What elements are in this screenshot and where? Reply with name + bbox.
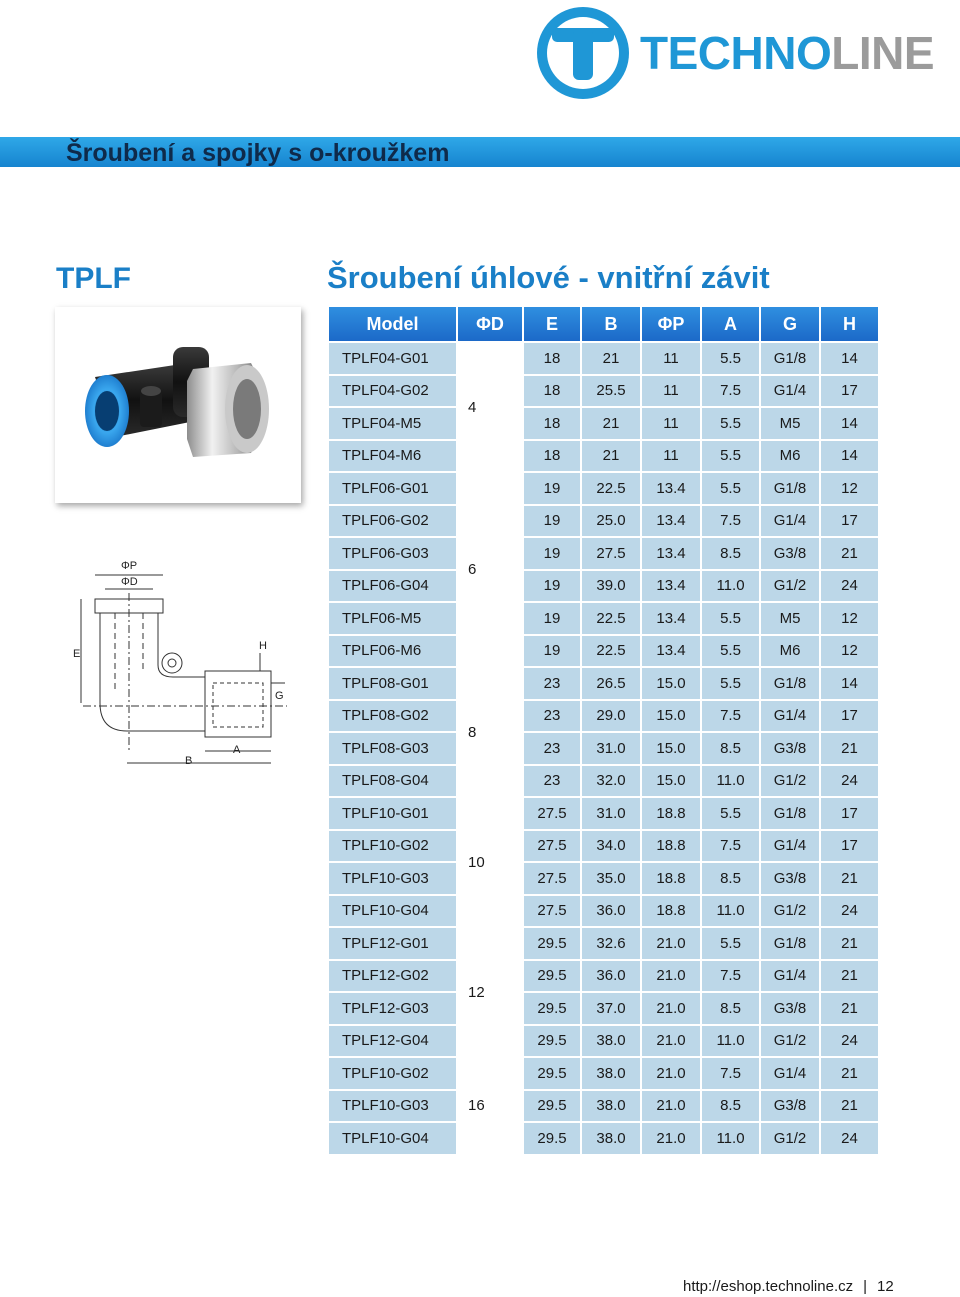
header-phi-d: ΦD (458, 307, 522, 341)
label-g: G (275, 690, 284, 702)
label-h: H (259, 640, 267, 652)
cell-a: 8.5 (702, 993, 759, 1024)
product-title: Šroubení úhlové - vnitřní závit (327, 260, 770, 295)
cell-e: 19 (524, 636, 580, 667)
table-row (329, 928, 878, 959)
cell-b: 38.0 (582, 1026, 640, 1057)
cell-e: 29.5 (524, 993, 580, 1024)
cell-h: 12 (821, 636, 878, 667)
cell-e: 18 (524, 376, 580, 407)
cell-model: TPLF04-M5 (329, 408, 456, 439)
cell-phi-d: 8 (458, 668, 522, 796)
cell-h: 21 (821, 928, 878, 959)
cell-phi-d: 10 (458, 798, 522, 926)
cell-model: TPLF06-G04 (329, 571, 456, 602)
label-b: B (185, 755, 193, 767)
cell-a: 5.5 (702, 603, 759, 634)
header-a: A (702, 307, 759, 341)
table-row (329, 733, 878, 764)
cell-model: TPLF10-G02 (329, 831, 456, 862)
cell-b: 37.0 (582, 993, 640, 1024)
cell-a: 7.5 (702, 831, 759, 862)
brand-word-techno: TECHNO (640, 27, 832, 79)
cell-g: G3/8 (761, 1091, 819, 1122)
cell-phi-p: 11 (642, 441, 700, 472)
cell-b: 31.0 (582, 733, 640, 764)
cell-e: 19 (524, 571, 580, 602)
table-row (329, 1058, 878, 1089)
cell-b: 22.5 (582, 603, 640, 634)
table-row (329, 863, 878, 894)
technical-drawing (55, 553, 315, 775)
cell-g: G1/8 (761, 928, 819, 959)
cell-b: 39.0 (582, 571, 640, 602)
table-row (329, 961, 878, 992)
cell-h: 21 (821, 733, 878, 764)
cell-e: 29.5 (524, 961, 580, 992)
cell-g: G3/8 (761, 993, 819, 1024)
cell-g: G1/8 (761, 343, 819, 374)
label-phi-p: ΦP (121, 560, 138, 572)
cell-h: 12 (821, 603, 878, 634)
technoline-logo-icon (536, 6, 630, 100)
brand-word-line: LINE (831, 27, 935, 79)
cell-g: G1/2 (761, 766, 819, 797)
cell-b: 21 (582, 343, 640, 374)
cell-model: TPLF04-M6 (329, 441, 456, 472)
cell-a: 7.5 (702, 1058, 759, 1089)
page-footer (683, 1278, 894, 1295)
cell-a: 5.5 (702, 343, 759, 374)
cell-a: 5.5 (702, 928, 759, 959)
cell-e: 27.5 (524, 798, 580, 829)
cell-e: 19 (524, 538, 580, 569)
cell-a: 5.5 (702, 798, 759, 829)
cell-model: TPLF04-G02 (329, 376, 456, 407)
cell-g: G3/8 (761, 863, 819, 894)
cell-b: 36.0 (582, 961, 640, 992)
cell-phi-p: 21.0 (642, 1091, 700, 1122)
cell-e: 19 (524, 603, 580, 634)
cell-h: 17 (821, 506, 878, 537)
cell-phi-p: 18.8 (642, 831, 700, 862)
header-g: G (761, 307, 819, 341)
cell-e: 19 (524, 506, 580, 537)
cell-a: 7.5 (702, 701, 759, 732)
cell-g: G1/4 (761, 961, 819, 992)
cell-a: 7.5 (702, 506, 759, 537)
cell-h: 14 (821, 408, 878, 439)
cell-a: 5.5 (702, 636, 759, 667)
cell-g: M6 (761, 636, 819, 667)
cell-g: G3/8 (761, 733, 819, 764)
cell-phi-p: 21.0 (642, 1026, 700, 1057)
table-row (329, 896, 878, 927)
cell-h: 14 (821, 343, 878, 374)
cell-phi-p: 18.8 (642, 863, 700, 894)
table-row (329, 473, 878, 504)
cell-model: TPLF06-M6 (329, 636, 456, 667)
label-e: E (73, 648, 81, 660)
table-row (329, 831, 878, 862)
cell-h: 17 (821, 376, 878, 407)
cell-h: 14 (821, 668, 878, 699)
cell-g: G1/4 (761, 1058, 819, 1089)
table-row (329, 1026, 878, 1057)
cell-model: TPLF12-G02 (329, 961, 456, 992)
cell-a: 5.5 (702, 441, 759, 472)
cell-a: 8.5 (702, 863, 759, 894)
cell-g: G1/8 (761, 798, 819, 829)
table-row (329, 538, 878, 569)
table-row (329, 701, 878, 732)
cell-g: M6 (761, 441, 819, 472)
cell-model: TPLF10-G04 (329, 1123, 456, 1154)
table-row (329, 1091, 878, 1122)
cell-h: 24 (821, 1123, 878, 1154)
cell-b: 32.0 (582, 766, 640, 797)
cell-a: 11.0 (702, 571, 759, 602)
cell-e: 27.5 (524, 896, 580, 927)
cell-model: TPLF06-M5 (329, 603, 456, 634)
header-model: Model (329, 307, 456, 341)
table-row (329, 343, 878, 374)
cell-b: 38.0 (582, 1058, 640, 1089)
cell-phi-p: 15.0 (642, 701, 700, 732)
cell-b: 35.0 (582, 863, 640, 894)
cell-model: TPLF06-G02 (329, 506, 456, 537)
cell-phi-p: 21.0 (642, 1123, 700, 1154)
cell-b: 26.5 (582, 668, 640, 699)
cell-phi-p: 13.4 (642, 603, 700, 634)
label-phi-d: ΦD (121, 576, 138, 588)
cell-a: 11.0 (702, 766, 759, 797)
cell-g: G1/4 (761, 506, 819, 537)
header-b: B (582, 307, 640, 341)
cell-phi-p: 15.0 (642, 733, 700, 764)
cell-model: TPLF10-G04 (329, 896, 456, 927)
cell-model: TPLF10-G03 (329, 863, 456, 894)
cell-g: G1/2 (761, 896, 819, 927)
header-h: H (821, 307, 878, 341)
cell-h: 21 (821, 1091, 878, 1122)
table-row (329, 668, 878, 699)
cell-h: 24 (821, 1026, 878, 1057)
table-row (329, 636, 878, 667)
cell-e: 29.5 (524, 928, 580, 959)
cell-a: 5.5 (702, 408, 759, 439)
page-number: 12 (877, 1278, 894, 1295)
cell-b: 22.5 (582, 473, 640, 504)
cell-b: 25.0 (582, 506, 640, 537)
cell-e: 23 (524, 766, 580, 797)
cell-phi-d: 4 (458, 343, 522, 471)
cell-model: TPLF12-G04 (329, 1026, 456, 1057)
cell-model: TPLF08-G02 (329, 701, 456, 732)
spec-table (327, 305, 880, 1156)
cell-phi-p: 15.0 (642, 766, 700, 797)
cell-phi-p: 11 (642, 343, 700, 374)
table-row (329, 1123, 878, 1154)
cell-h: 21 (821, 863, 878, 894)
cell-g: G1/2 (761, 571, 819, 602)
cell-b: 34.0 (582, 831, 640, 862)
cell-phi-p: 13.4 (642, 636, 700, 667)
table-row (329, 766, 878, 797)
brand-wordmark (640, 27, 935, 79)
cell-h: 21 (821, 1058, 878, 1089)
cell-h: 21 (821, 538, 878, 569)
cell-phi-p: 21.0 (642, 993, 700, 1024)
cell-phi-p: 13.4 (642, 506, 700, 537)
cell-e: 23 (524, 668, 580, 699)
cell-b: 21 (582, 441, 640, 472)
cell-b: 31.0 (582, 798, 640, 829)
elbow-fitting-image (55, 307, 301, 503)
cell-model: TPLF06-G03 (329, 538, 456, 569)
cell-g: M5 (761, 408, 819, 439)
cell-e: 29.5 (524, 1091, 580, 1122)
table-row (329, 441, 878, 472)
cell-h: 24 (821, 571, 878, 602)
table-row (329, 603, 878, 634)
cell-a: 8.5 (702, 733, 759, 764)
cell-h: 12 (821, 473, 878, 504)
cell-h: 17 (821, 831, 878, 862)
cell-b: 38.0 (582, 1091, 640, 1122)
cell-model: TPLF08-G01 (329, 668, 456, 699)
table-row (329, 993, 878, 1024)
cell-g: G1/8 (761, 668, 819, 699)
cell-g: G1/8 (761, 473, 819, 504)
cell-phi-p: 11 (642, 376, 700, 407)
cell-a: 5.5 (702, 668, 759, 699)
cell-a: 11.0 (702, 896, 759, 927)
cell-h: 14 (821, 441, 878, 472)
cell-b: 29.0 (582, 701, 640, 732)
cell-phi-p: 13.4 (642, 473, 700, 504)
cell-e: 29.5 (524, 1026, 580, 1057)
cell-e: 18 (524, 441, 580, 472)
cell-e: 27.5 (524, 863, 580, 894)
product-code: TPLF (56, 262, 131, 295)
cell-e: 23 (524, 701, 580, 732)
cell-model: TPLF12-G03 (329, 993, 456, 1024)
cell-e: 23 (524, 733, 580, 764)
cell-model: TPLF08-G03 (329, 733, 456, 764)
cell-g: G1/2 (761, 1026, 819, 1057)
cell-model: TPLF04-G01 (329, 343, 456, 374)
table-row (329, 376, 878, 407)
cell-g: G1/4 (761, 831, 819, 862)
cell-b: 22.5 (582, 636, 640, 667)
cell-phi-p: 13.4 (642, 538, 700, 569)
cell-a: 5.5 (702, 473, 759, 504)
cell-a: 7.5 (702, 961, 759, 992)
cell-e: 18 (524, 343, 580, 374)
cell-phi-p: 21.0 (642, 928, 700, 959)
cell-b: 32.6 (582, 928, 640, 959)
cell-b: 27.5 (582, 538, 640, 569)
footer-url[interactable]: http://eshop.technoline.cz (683, 1278, 854, 1295)
cell-phi-p: 18.8 (642, 896, 700, 927)
cell-b: 38.0 (582, 1123, 640, 1154)
cell-g: G1/4 (761, 376, 819, 407)
cell-h: 24 (821, 896, 878, 927)
cell-model: TPLF10-G01 (329, 798, 456, 829)
cell-model: TPLF12-G01 (329, 928, 456, 959)
cell-phi-p: 11 (642, 408, 700, 439)
banner-title: Šroubení a spojky s o-kroužkem (66, 139, 450, 167)
cell-h: 17 (821, 798, 878, 829)
cell-h: 21 (821, 993, 878, 1024)
cell-a: 11.0 (702, 1026, 759, 1057)
cell-e: 19 (524, 473, 580, 504)
cell-b: 36.0 (582, 896, 640, 927)
cell-b: 21 (582, 408, 640, 439)
cell-a: 8.5 (702, 538, 759, 569)
header-e: E (524, 307, 580, 341)
cell-phi-d: 12 (458, 928, 522, 1056)
table-row (329, 571, 878, 602)
table-row (329, 408, 878, 439)
cell-h: 24 (821, 766, 878, 797)
cell-phi-p: 21.0 (642, 961, 700, 992)
cell-model: TPLF10-G02 (329, 1058, 456, 1089)
cell-model: TPLF08-G04 (329, 766, 456, 797)
cell-g: G1/4 (761, 701, 819, 732)
cell-g: M5 (761, 603, 819, 634)
cell-e: 27.5 (524, 831, 580, 862)
table-header-row (329, 307, 878, 341)
cell-b: 25.5 (582, 376, 640, 407)
cell-h: 21 (821, 961, 878, 992)
table-row (329, 506, 878, 537)
table-row (329, 798, 878, 829)
cell-a: 11.0 (702, 1123, 759, 1154)
cell-model: TPLF10-G03 (329, 1091, 456, 1122)
header-phi-p: ΦP (642, 307, 700, 341)
cell-phi-p: 18.8 (642, 798, 700, 829)
cell-phi-d: 6 (458, 473, 522, 666)
cell-phi-p: 13.4 (642, 571, 700, 602)
cell-e: 29.5 (524, 1058, 580, 1089)
table-body (329, 343, 878, 1154)
cell-g: G1/2 (761, 1123, 819, 1154)
product-photo (55, 307, 301, 503)
cell-e: 18 (524, 408, 580, 439)
cell-g: G3/8 (761, 538, 819, 569)
brand-logo (536, 6, 935, 100)
cell-e: 29.5 (524, 1123, 580, 1154)
cell-h: 17 (821, 701, 878, 732)
cell-model: TPLF06-G01 (329, 473, 456, 504)
cell-phi-p: 21.0 (642, 1058, 700, 1089)
footer-separator: | (863, 1278, 868, 1295)
label-a: A (233, 744, 241, 756)
cell-phi-d: 16 (458, 1058, 522, 1154)
cell-a: 8.5 (702, 1091, 759, 1122)
cell-phi-p: 15.0 (642, 668, 700, 699)
cell-a: 7.5 (702, 376, 759, 407)
